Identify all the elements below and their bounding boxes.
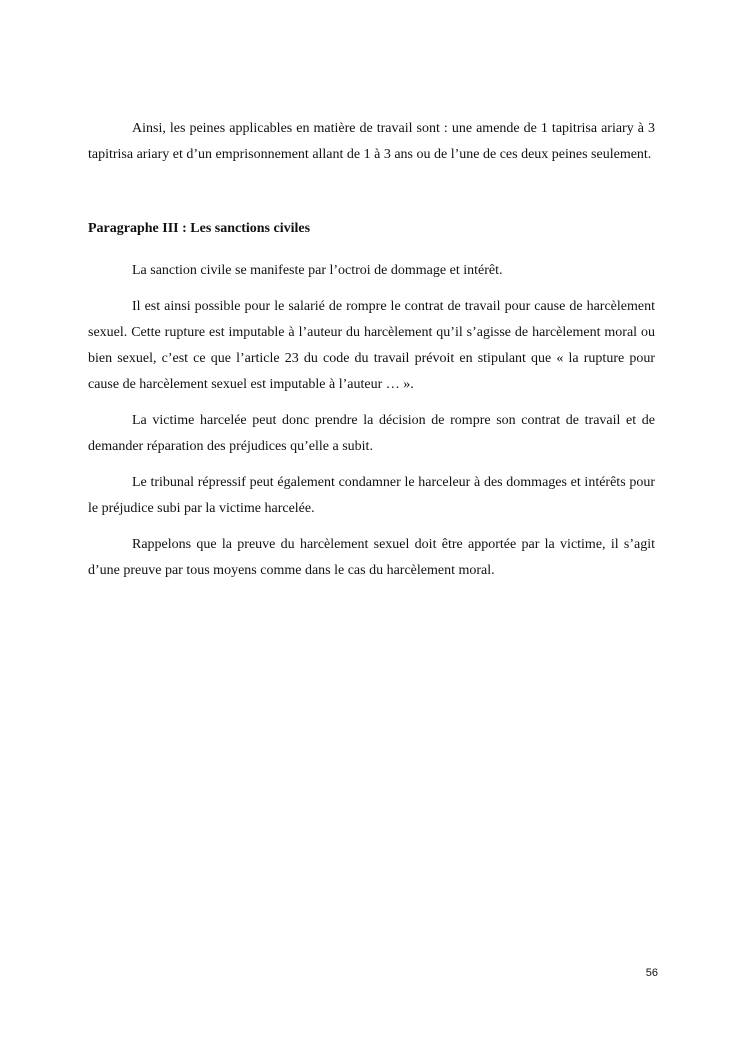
paragraph-proof: Rappelons que la preuve du harcèlement sexuel doit être apportée par la victime, il s’agit d’une preuve par tous moyens comme dans le cas du harcèlement moral. xyxy=(88,537,655,578)
paragraph-contract-rupture: Il est ainsi possible pour le salarié de rompre le contrat de travail pour cause de harcèlement sexuel. Cette rupture est imputable à l’auteur du harcèlement qu’il s’agisse de harcèlement moral ou bien sexuel, c’est ce que l’article 23 du code du travail prévoit en stipulant que « la rupture pour cause de harcèlement sexuel est imputable à l’auteur … ». xyxy=(88,299,655,392)
paragraph-civil-sanction: La sanction civile se manifeste par l’octroi de dommage et intérêt. xyxy=(132,263,503,278)
page-number: 56 xyxy=(645,967,658,979)
paragraph-victim-decision: La victime harcelée peut donc prendre la décision de rompre son contrat de travail et de demander réparation des préjudices qu’elle a subit. xyxy=(88,413,655,454)
section-heading: Paragraphe III : Les sanctions civiles xyxy=(88,221,311,236)
paragraph-penalties: Ainsi, les peines applicables en matière de travail sont : une amende de 1 tapitrisa ariary à 3 tapitrisa ariary et d’un emprisonnement allant de 1 à 3 ans ou de l’une de ces deux peines seulement. xyxy=(88,121,655,162)
paragraph-tribunal: Le tribunal répressif peut également condamner le harceleur à des dommages et intérêts pour le préjudice subi par la victime harcelée. xyxy=(88,475,655,516)
page-content xyxy=(88,116,655,584)
